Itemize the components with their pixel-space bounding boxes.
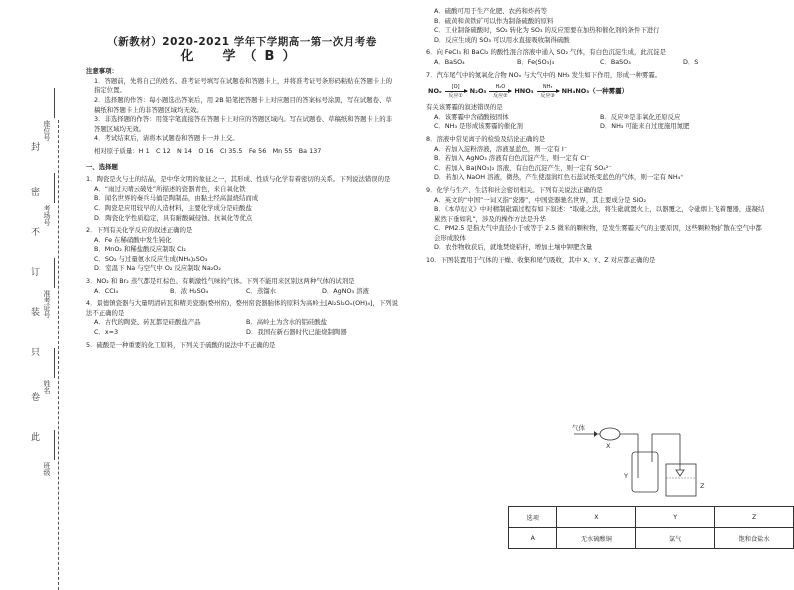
option: C．工业制备硫酸时，SO₂ 转化为 SO₃ 的反应需要在加热和催化剂的条件下进行 bbox=[434, 26, 660, 35]
chain-species-1: N₂O₅ bbox=[469, 86, 487, 95]
question bbox=[426, 256, 766, 266]
binding-underline bbox=[54, 430, 55, 460]
note-item: 1．答题前，先将自己的姓名、准考证号填写在试题卷和答题卡上，并将准考证号条形码粘贴在答题卡上的指定位置。 bbox=[94, 76, 393, 95]
option-list bbox=[426, 196, 766, 254]
option: A．CCl₄ bbox=[94, 286, 119, 295]
option: D．若加入 NaOH 溶液，微热，产生使湿润红色石蕊试纸变蓝色的气体，则一定有 NH₄⁺ bbox=[434, 173, 684, 182]
table-header-row bbox=[509, 507, 794, 528]
seal-char: 订 bbox=[31, 268, 41, 278]
table-header-cell: X bbox=[557, 507, 636, 528]
note-item: 3．非选择题的作答：用签字笔直接答在答题卡上对应的答题区域内。写在试题卷、草稿纸和答题卡上的非答题区域均无效。 bbox=[94, 115, 393, 133]
question bbox=[86, 341, 398, 351]
table-cell: 氯气 bbox=[636, 528, 715, 549]
option-row bbox=[86, 287, 398, 297]
option: C．x=3 bbox=[94, 328, 119, 337]
label-x: X bbox=[606, 442, 611, 450]
beaker bbox=[666, 464, 696, 496]
chain-arrow-2: NH₃ 反应③ bbox=[537, 84, 559, 99]
option: B．MnO₂ 和稀盐酸反应制取 Cl₂ bbox=[94, 245, 186, 254]
option: C．陶瓷是应用较早的人造材料，主要化学成分是硅酸盐 bbox=[94, 203, 252, 212]
q7-followup-stem: 有关该雾霾的叙述错误的是 bbox=[426, 103, 503, 112]
option: D．反应生成的 SO₃ 可以用水直接吸收制得硫酸 bbox=[434, 35, 570, 44]
question-stem: 10．下图装置用于气体的干燥、收集和尾气吸收，其中 X、Y、Z 对应都正确的是 bbox=[426, 256, 656, 265]
binding-label: 座位号 bbox=[43, 120, 51, 141]
notes-heading: 注意事项： bbox=[86, 67, 118, 76]
q7-option-c: C．NH₃ 是形成该雾霾的催化剂 bbox=[434, 122, 523, 131]
question bbox=[426, 186, 766, 253]
option-list bbox=[426, 145, 766, 183]
option-row bbox=[426, 58, 766, 68]
binding-label: 班级 bbox=[43, 462, 51, 476]
question-stem: 2．下列有关化学反应的叙述正确的是 bbox=[86, 226, 193, 235]
note-item: 2．选择题的作答：每小题选出答案后，用 2B 铅笔把答题卡上对应题目的答案标号涂黑，写在试题卷、草稿纸和答题卡上的非答题区域均无效。 bbox=[94, 95, 392, 114]
option: D．S bbox=[683, 57, 699, 66]
table-header-cell: Z bbox=[715, 507, 794, 528]
right-questions-2 bbox=[426, 135, 766, 266]
option: B．若加入 AgNO₃ 溶液有白色沉淀产生，则一定有 Cl⁻ bbox=[434, 154, 590, 163]
option: A．古代的陶瓷、砖瓦都是硅酸盐产品 bbox=[94, 318, 201, 327]
option: B．闻名世界的秦兵马俑是陶制品，由黏土经高温烧结而成 bbox=[94, 194, 259, 203]
option: C．蒸馏水 bbox=[246, 286, 277, 295]
option: C．SO₂ 与过量氨水反应生成(NH₄)₂SO₃ bbox=[94, 254, 208, 263]
question-stem: 6．向 FeCl₃ 和 BaCl₂ 的酸性混合溶液中通入 SO₂ 气体，有白色沉淀生成，此沉淀是 bbox=[426, 48, 666, 57]
binding-label: 姓名 bbox=[43, 380, 51, 394]
collecting-bottle bbox=[632, 452, 658, 492]
binding-underline bbox=[54, 173, 55, 203]
binding-underline bbox=[54, 88, 55, 118]
option: A．BaSO₄ bbox=[434, 57, 465, 66]
question-stem: 9．化学与生产、生活和社会密切相关。下列有关说法正确的是 bbox=[426, 185, 603, 194]
option: D．陶瓷化学性质稳定，具有耐酸碱侵蚀、抗氧化等优点 bbox=[94, 213, 253, 222]
seal-char: 密 bbox=[31, 188, 41, 198]
table-header-cell: 选项 bbox=[509, 507, 557, 528]
chain-arrow-1: H₂O 反应② bbox=[489, 84, 511, 99]
option: D．农作物收获后，就地焚烧秸秆，增加土壤中钾肥含量 bbox=[434, 243, 593, 252]
table-cell: 无水硫酸铜 bbox=[557, 528, 636, 549]
question bbox=[426, 135, 766, 183]
question bbox=[426, 48, 766, 67]
option-list bbox=[86, 185, 398, 223]
right-questions bbox=[426, 7, 766, 80]
answer-table bbox=[508, 506, 794, 549]
seal-char: 装 bbox=[31, 308, 41, 318]
question-stem: 1．陶瓷是火与土的结晶，是中华文明的象征之一，其形成、性质与化学有着密切的关系。下列说法错误的是 bbox=[86, 175, 391, 184]
option: B．Fe(SO₃)₃ bbox=[517, 57, 555, 66]
reaction-chain bbox=[428, 84, 766, 99]
binding-underline bbox=[54, 348, 55, 378]
table-row bbox=[509, 528, 794, 549]
option: B．《本草衍义》中对精制砒霜过程有如下叙述：“取砒之法，将生砒就置火上，以器覆之，令砒烟上飞着覆器，遂凝结累然下垂如乳”，涉及的操作方法是升华 bbox=[434, 205, 765, 223]
chain-species-3: NH₄NO₃（一种雾霾） bbox=[561, 86, 629, 95]
option: A．若加入淀粉溶液，溶液显蓝色，则一定有 I⁻ bbox=[434, 144, 568, 153]
subject-title: 化 学（B） bbox=[180, 48, 304, 64]
seal-char: 封 bbox=[31, 143, 41, 153]
question bbox=[86, 299, 398, 337]
seal-char: 此 bbox=[31, 433, 41, 443]
option: B．浓 H₂SO₄ bbox=[170, 286, 209, 295]
option: D．室温下 Na 与空气中 O₂ 反应制取 Na₂O₂ bbox=[94, 264, 221, 273]
atomic-masses: 相对原子质量：H 1 C 12 N 14 O 16 Cl 35.5 Fe 56 Mn 55 Ba 137 bbox=[94, 146, 322, 155]
option: B．硫黄和黄铁矿可以作为制备硫酸的原料 bbox=[434, 16, 554, 25]
table-cell: A bbox=[509, 528, 557, 549]
notes-list bbox=[86, 77, 398, 144]
seal-char: 只 bbox=[31, 348, 41, 358]
question-stem: 5．硫酸是一种重要的化工原料，下列关于硫酸的说法中不正确的是 bbox=[86, 340, 276, 349]
seal-char: 不 bbox=[31, 228, 41, 238]
binding-label: 考场号 bbox=[43, 205, 51, 226]
left-questions bbox=[86, 175, 398, 350]
binding-label: 准考证号 bbox=[43, 290, 51, 318]
left-column bbox=[86, 38, 398, 350]
question-stem: 7．汽车尾气中的氮氧化合物 NOₓ 与大气中的 NH₃ 发生如下作用，形成一种雾霾。 bbox=[426, 70, 662, 79]
option: C．若加入 Ba(NO₃)₂ 溶液，有白色沉淀产生，则一定有 SO₄²⁻ bbox=[434, 163, 612, 172]
question bbox=[426, 7, 766, 45]
chain-arrow-0: [O] 反应① bbox=[445, 84, 467, 99]
seal-line bbox=[58, 120, 59, 590]
question bbox=[86, 226, 398, 274]
chain-species-0: NOₓ bbox=[428, 86, 442, 95]
option: B．高岭土为含水的铝硅酸盐 bbox=[246, 318, 328, 327]
option: A．英文的“中国”一词又指“瓷器”，中国瓷器驰名世界，其主要成分是 SiO₂ bbox=[434, 195, 647, 204]
option: A．Fe 在稀硝酸中发生钝化 bbox=[94, 235, 172, 244]
label-z: Z bbox=[700, 482, 705, 490]
option: C．BaSO₃ bbox=[600, 57, 631, 66]
label-y: Y bbox=[624, 472, 628, 480]
q7-options bbox=[426, 113, 766, 132]
question bbox=[426, 71, 766, 81]
option: C．PM2.5 是指大气中直径小于或等于 2.5 微米的颗粒物，是发生雾霾天气的主要原因，这些颗粒物扩散在空气中都会形成胶体 bbox=[434, 224, 762, 242]
question-stem: 8．溶液中常见离子的检验及结论正确的是 bbox=[426, 134, 546, 143]
q7-option-d: D．NH₃ 可能来自过度施用氮肥 bbox=[600, 122, 690, 131]
option: D．AgNO₃ 溶液 bbox=[322, 286, 369, 295]
option: A．硫酸可用于生产化肥、农药和炸药等 bbox=[434, 7, 548, 15]
note-item: 4．考试结束后，请将本试题卷和答题卡一并上交。 bbox=[94, 134, 239, 143]
option-list bbox=[86, 236, 398, 274]
right-column bbox=[426, 4, 766, 266]
section-heading: 一、选择题 bbox=[86, 162, 118, 171]
gas-apparatus-diagram bbox=[568, 418, 718, 506]
chain-species-2: HNO₃ bbox=[514, 86, 534, 95]
binding-underline bbox=[54, 258, 55, 288]
question bbox=[86, 175, 398, 223]
table-cell: 饱和食盐水 bbox=[715, 528, 794, 549]
q7-option-a: A．该雾霾中含硝酸铵固体 bbox=[434, 112, 509, 121]
drying-tube bbox=[600, 428, 620, 440]
question bbox=[86, 277, 398, 296]
q7-option-b: B．反应②是非氧化还原反应 bbox=[600, 112, 681, 121]
option-grid bbox=[86, 318, 398, 337]
question-stem: 4．景德镇瓷器与大量明清砖瓦和精美瓷器(婺州窑)，婺州窑瓷器胎体的原料为高岭土[Al₂Si₂Oₓ(OH)₄]，下列说法不正确的是 bbox=[86, 299, 399, 317]
option-list bbox=[426, 7, 766, 45]
question-stem: 3．NO₂ 和 Br₂ 蒸气都是红棕色、有刺激性气味的气体。下列不能用来区别这两种气体的试剂是 bbox=[86, 277, 355, 286]
gas-label: 气体 bbox=[572, 424, 585, 432]
option: A．“雨过天晴云破处”所描述的瓷器青色，来自氧化铁 bbox=[94, 184, 246, 193]
table-header-cell: Y bbox=[636, 507, 715, 528]
seal-char: 卷 bbox=[31, 393, 41, 403]
option: D．我国在新石器时代已能烧制陶器 bbox=[246, 328, 347, 337]
exam-title: （新教材）2020-2021 学年下学期高一第一次月考卷 bbox=[107, 36, 377, 48]
